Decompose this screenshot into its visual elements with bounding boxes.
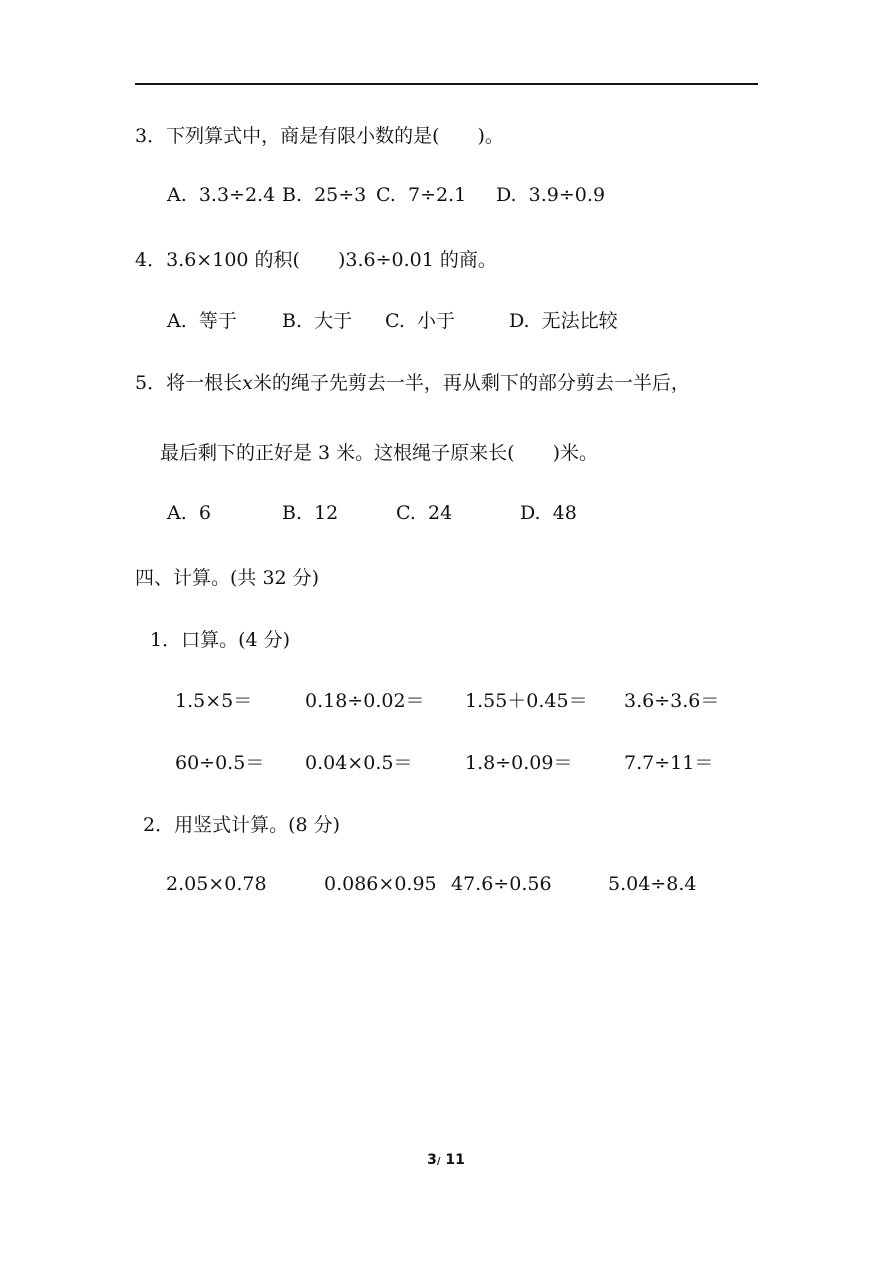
mental-calc-item: 7.7÷11＝ — [624, 752, 714, 774]
mental-calc-item: 1.55＋0.45＝ — [465, 690, 588, 712]
vertical-calc-item: 0.086×0.95 — [324, 873, 437, 895]
page-number — [0, 1152, 892, 1168]
q5-option-d: D. 48 — [520, 502, 577, 524]
mental-calc-item: 0.04×0.5＝ — [305, 752, 413, 774]
subsection-2-heading: 2．用竖式计算。(8 分) — [143, 814, 341, 836]
q4-option-d: D. 无法比较 — [509, 310, 618, 332]
q5-stem-part1: 5．将一根长 — [135, 372, 243, 394]
question-3-stem: 3．下列算式中，商是有限小数的是( )。 — [135, 125, 504, 147]
question-5-stem-line1 — [135, 371, 690, 395]
q5-stem-part2: 米的绳子先剪去一半，再从剩下的部分剪去一半后， — [252, 372, 690, 394]
q5-option-c: C. 24 — [396, 502, 453, 524]
subsection-1-heading: 1．口算。(4 分) — [150, 629, 291, 651]
q4-option-b: B. 大于 — [282, 310, 353, 332]
vertical-calc-item: 47.6÷0.56 — [451, 873, 552, 895]
mental-calc-item: 0.18÷0.02＝ — [305, 690, 425, 712]
q5-variable: x — [242, 372, 253, 394]
mental-calc-item: 3.6÷3.6＝ — [624, 690, 720, 712]
mental-calc-item: 1.5×5＝ — [175, 690, 253, 712]
q5-option-a: A. 6 — [167, 502, 211, 524]
q3-option-d: D. 3.9÷0.9 — [496, 184, 606, 206]
q4-option-c: C. 小于 — [385, 310, 455, 332]
top-rule — [135, 83, 758, 85]
vertical-calc-item: 2.05×0.78 — [166, 873, 267, 895]
q3-option-c: C. 7÷2.1 — [376, 184, 467, 206]
mental-calc-item: 60÷0.5＝ — [175, 752, 265, 774]
page-current: 3 — [427, 1152, 437, 1168]
page-separator: / — [436, 1156, 441, 1167]
q3-option-a: A. 3.3÷2.4 — [167, 184, 276, 206]
page-total: 11 — [440, 1152, 465, 1168]
q4-option-a: A. 等于 — [167, 310, 237, 332]
section-4-heading: 四、计算。(共 32 分) — [135, 567, 320, 589]
q3-option-b: B. 25÷3 — [282, 184, 367, 206]
mental-calc-item: 1.8÷0.09＝ — [465, 752, 573, 774]
question-4-stem: 4．3.6×100 的积( )3.6÷0.01 的商。 — [135, 249, 497, 271]
q5-option-b: B. 12 — [282, 502, 339, 524]
vertical-calc-item: 5.04÷8.4 — [608, 873, 697, 895]
question-5-stem-line2: 最后剩下的正好是 3 米。这根绳子原来长( )米。 — [160, 442, 598, 464]
